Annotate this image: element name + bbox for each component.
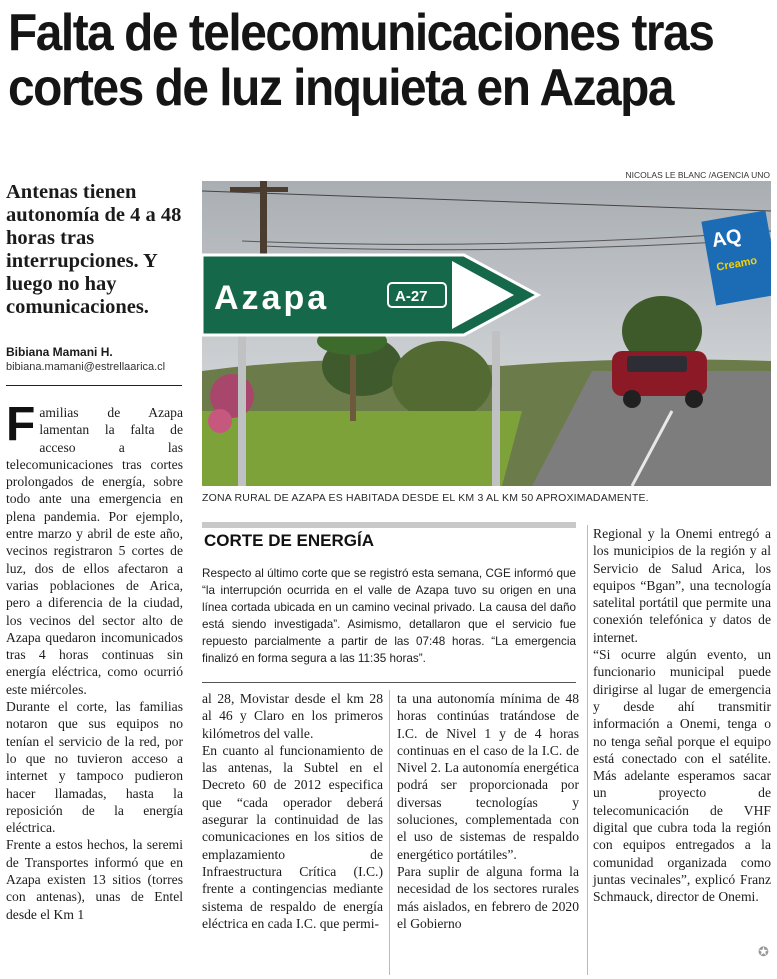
column-divider: [587, 525, 588, 975]
article-column-2: [202, 690, 383, 932]
box-header-bar: [202, 522, 576, 528]
paragraph: al 28, Movistar desde el km 28 al 46 y Claro en los primeros kilómetros del valle.: [202, 691, 383, 741]
billboard-text-2: Creamo: [715, 254, 758, 274]
paragraph: Para suplir de alguna forma la necesidad de los sectores rurales más aislados, en febrero de 2020 el Gobierno: [397, 863, 579, 931]
paragraph: amilias de Azapa lamentan la falta de acceso a las telecomunicaciones tras cortes prolongados de energía, sobre todo ante una emergencia en plena pandemia. Por ejemplo, entre marzo y abril de este año, vecinos registraron 5 cortes de luz, dos de ellos afectaron a varias poblaciones de Arica, pero a diferencia de la ciudad, los vecinos del sector alto de Azapa quedaron incomunicados tras 4 horas continuas sin energía eléctrica, como ocurrió este miércoles.: [6, 405, 183, 697]
box-title: CORTE DE ENERGÍA: [204, 531, 375, 550]
photo-caption: ZONA RURAL DE AZAPA ES HABITADA DESDE EL KM 3 AL KM 50 APROXIMADAMENTE.: [202, 492, 649, 504]
paragraph: Frente a estos hechos, la seremi de Transportes informó que en Azapa existen 13 sitios (torres con antenas), unas de Entel desde el Km 1: [6, 837, 183, 922]
box-divider: [202, 682, 576, 683]
photo: [202, 181, 771, 486]
author-name: Bibiana Mamani H.: [6, 345, 113, 359]
author-email: bibiana.mamani@estrellaarica.cl: [6, 361, 166, 373]
photo-credit: NICOLAS LE BLANC /AGENCIA UNO: [625, 170, 770, 180]
photo-illustration: [202, 181, 771, 486]
headline: [8, 6, 712, 116]
paragraph: “Si ocurre algún evento, un funcionario municipal puede dirigirse al lugar de emergencia y desde ahí transmitir información a Onemi, tenga o no tenga señal porque el equipo está conectado con el satélite. Más adelante esperamos sacar un proyecto de telecomunicación de VHF digital que cubra toda la región con equipos entregados a la comunidad organizada como juntas vecinales”, explicó Franz Schmauck, director de Onemi.: [593, 647, 771, 905]
paragraph: En cuanto al funcionamiento de las antenas, la Subtel en el Decreto 60 de 2012 especifica que “cada operador deberá asegurar la continuidad de las comunicaciones en los sitios de emplazamiento de Infraestructura Crítica (I.C.) frente a contingencias mediante sistema de respaldo de energía eléctrica en cada I.C. que permi-: [202, 742, 383, 931]
paragraph: Regional y la Onemi entregó a los municipios de la región y al Servicio de Salud Arica, los equipos “Bgan”, una tecnología satelital portátil que permite una conexión telefónica y datos de internet.: [593, 526, 771, 645]
box-text: Respecto al último corte que se registró esta semana, CGE informó que “la interrupción ocurrida en el valle de Azapa tuvo su origen en una línea cortada ubicada en un camino vecinal privado. La causa del daño está siendo investigada”. Asimismo, detallaron que el servicio fue repuesto parcialmente a partir de las 07:48 horas. “La emergencia finalizó en forma segura a las 11:35 horas”.: [202, 567, 576, 665]
headline-line-1: Falta de telecomunicaciones tras: [8, 4, 714, 62]
article-column-1: [6, 398, 183, 923]
end-mark-icon: ✪: [758, 945, 769, 960]
billboard-text-1: AQ: [710, 225, 744, 253]
paragraph: ta una autonomía mínima de 48 horas continúas tratándose de I.C. de Nivel 1 y de 4 horas continuas en el caso de la I.C. de Nivel 2. La autonomía energética podrá ser proporcionada por diversas tecnologías y soluciones, complementada con el uso de sistemas de respaldo energético portátiles”.: [397, 691, 579, 862]
author-divider: [6, 385, 182, 386]
column-divider: [389, 690, 390, 975]
article-column-4: [593, 525, 771, 906]
paragraph: Durante el corte, las familias notaron que sus equipos no tenían el servicio de la red, por lo que no tuvieron acceso a internet y tampoco pudieron hacer llamadas, hasta la reposición de la energía eléctrica.: [6, 699, 183, 836]
drop-cap: F: [6, 398, 36, 451]
deck: Antenas tienen autonomía de 4 a 48 horas tras interrupciones. Y luego no hay comunicaciones.: [6, 181, 182, 318]
article-column-3: [397, 690, 579, 932]
sign-text: Azapa: [214, 279, 330, 317]
sign-route: A-27: [395, 288, 428, 305]
headline-line-2: cortes de luz inquieta en Azapa: [8, 59, 674, 117]
